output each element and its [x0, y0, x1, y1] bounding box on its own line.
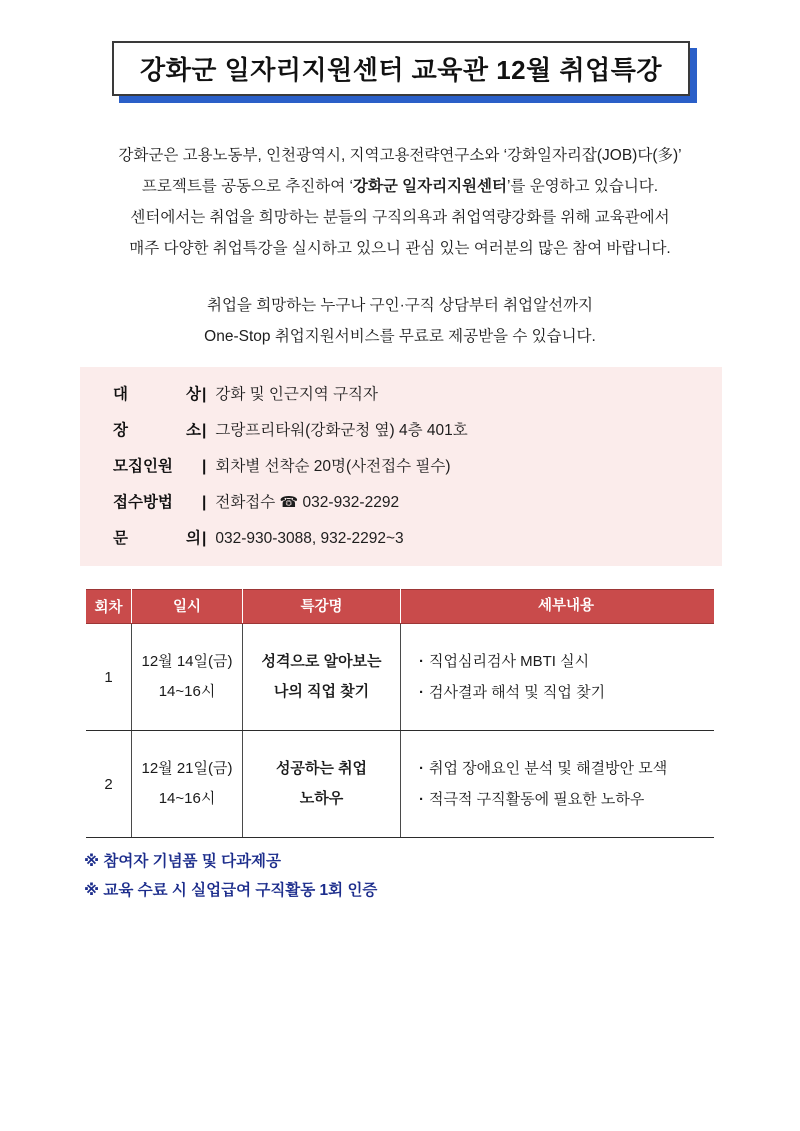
telephone-icon: ☎	[279, 494, 299, 511]
info-label-char: 소	[186, 422, 201, 439]
info-row-value: 전화접수 ☎ 032-932-2292	[215, 494, 400, 511]
info-row	[80, 418, 722, 454]
intro-paragraph-line	[0, 202, 800, 233]
info-row-label	[113, 526, 201, 548]
page-title-banner	[112, 41, 690, 96]
lecture-title-line: 성공하는 취업	[275, 760, 368, 777]
datetime-line: 14~16시	[158, 683, 216, 700]
emphasis-text: 강화군 일자리지원센터	[352, 178, 507, 195]
detail-item: · 검사결과 해석 및 직업 찾기	[419, 677, 713, 708]
body-text: ’를 운영하고 있습니다.	[506, 178, 659, 195]
title-banner-box	[112, 41, 690, 96]
table-row	[86, 731, 714, 838]
info-label-char: 문	[113, 530, 128, 547]
info-row-value: 그랑프리타워(강화군청 옆) 4층 401호	[215, 422, 468, 439]
info-row-separator: |	[202, 494, 207, 511]
footnotes	[84, 847, 724, 905]
column-header-details: 세부내용	[401, 590, 715, 624]
column-header-datetime: 일시	[132, 590, 243, 624]
footnote-line: ※ 참여자 기념품 및 다과제공	[84, 853, 281, 870]
info-label-char: 의	[186, 530, 201, 547]
schedule-table	[86, 589, 714, 838]
info-row-value: 회차별 선착순 20명(사전접수 필수)	[215, 458, 451, 475]
body-text: One-Stop 취업지원서비스를 무료로 제공받을 수 있습니다.	[204, 328, 596, 345]
info-row-value: 032-930-3088, 932-2292~3	[215, 530, 404, 547]
footnote-line: ※ 교육 수료 시 실업급여 구직활동 1회 인증	[84, 882, 378, 899]
intro-paragraph-line	[0, 140, 800, 171]
body-text: 매주 다양한 취업특강을 실시하고 있으니 관심 있는 여러분의 많은 참여 바랍니다.	[129, 240, 671, 257]
service-paragraph	[0, 290, 800, 352]
info-row-label	[113, 418, 201, 440]
datetime-line: 12월 21일(금)	[141, 760, 233, 777]
datetime-line: 14~16시	[158, 790, 216, 807]
service-paragraph-line	[0, 290, 800, 321]
cell-session-number: 1	[86, 624, 132, 731]
info-row-separator: |	[202, 530, 207, 547]
cell-session-number: 2	[86, 731, 132, 838]
datetime-line: 12월 14일(금)	[141, 653, 233, 670]
info-row	[80, 454, 722, 490]
event-info-box	[80, 367, 722, 566]
service-paragraph-line	[0, 321, 800, 352]
body-text: 강화군은 고용노동부, 인천광역시, 지역고용전략연구소와 ‘강화일자리잡(JOB)다(多)’	[118, 147, 682, 164]
schedule-header-row	[86, 590, 714, 624]
intro-paragraph	[0, 140, 800, 264]
column-header-session: 회차	[86, 590, 132, 624]
cell-details	[401, 624, 715, 731]
body-text: 취업을 희망하는 누구나 구인·구직 상담부터 취업알선까지	[206, 297, 594, 314]
detail-item: · 직업심리검사 MBTI 실시	[419, 646, 713, 677]
column-header-lecture: 특강명	[243, 590, 401, 624]
detail-item: · 취업 장애요인 분석 및 해결방안 모색	[419, 753, 713, 784]
page-title: 강화군 일자리지원센터 교육관 12월 취업특강	[140, 55, 662, 85]
info-label-char: 상	[186, 386, 201, 403]
table-row	[86, 624, 714, 731]
info-row-label	[113, 382, 201, 404]
cell-datetime	[132, 731, 243, 838]
info-row-value: 강화 및 인근지역 구직자	[215, 386, 378, 403]
info-row	[80, 382, 722, 418]
info-row-label: 접수방법	[113, 494, 173, 511]
cell-lecture-title	[243, 731, 401, 838]
cell-details	[401, 731, 715, 838]
info-label-char: 장	[113, 422, 128, 439]
lecture-title-line: 노하우	[299, 790, 344, 807]
info-row-label: 모집인원	[113, 458, 173, 475]
lecture-title-line: 나의 직업 찾기	[273, 683, 370, 700]
info-label-char: 대	[113, 386, 128, 403]
body-text: 센터에서는 취업을 희망하는 분들의 구직의욕과 취업역량강화를 위해 교육관에서	[130, 209, 670, 226]
info-row-separator: |	[202, 458, 207, 475]
detail-item: · 적극적 구직활동에 필요한 노하우	[419, 784, 713, 815]
intro-paragraph-line	[0, 233, 800, 264]
info-row-separator: |	[202, 422, 207, 439]
body-text: 프로젝트를 공동으로 추진하여 ‘	[141, 178, 353, 195]
info-row	[80, 526, 722, 562]
cell-lecture-title	[243, 624, 401, 731]
cell-datetime	[132, 624, 243, 731]
info-row-separator: |	[202, 386, 207, 403]
lecture-title-line: 성격으로 알아보는	[261, 653, 382, 670]
intro-paragraph-line	[0, 171, 800, 202]
info-row	[80, 490, 722, 526]
